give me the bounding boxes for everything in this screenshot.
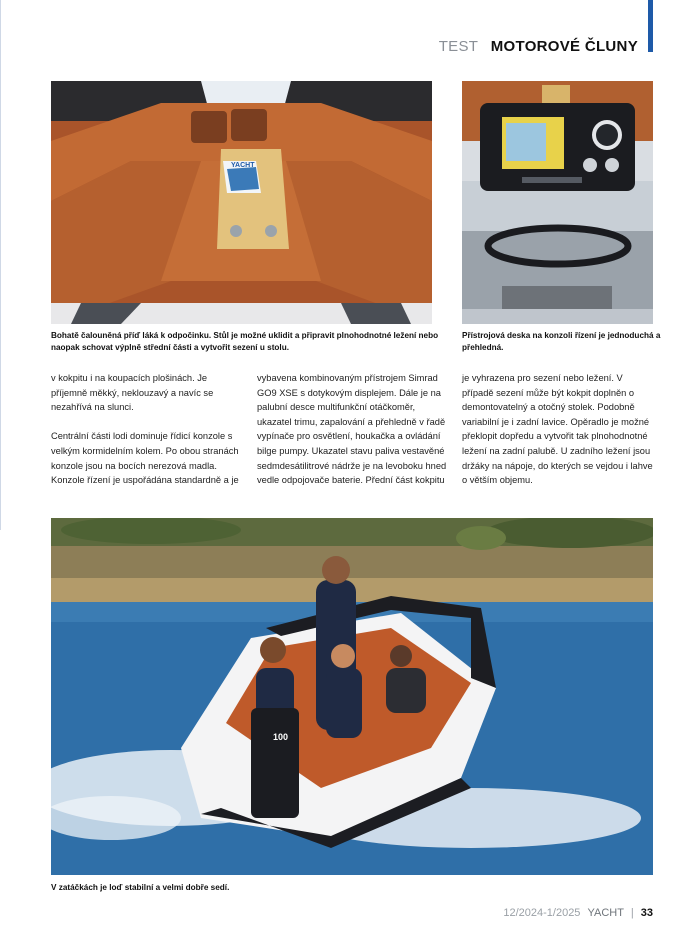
photo-helm-console — [462, 81, 653, 324]
photo-boat-turning — [51, 518, 653, 875]
page-number: 33 — [640, 907, 653, 919]
header-topic: MOTOROVÉ ČLUNY — [490, 38, 638, 55]
paragraph: Centrální části lodi dominuje řídicí konzole s velkým kormidelním kolem. Po obou stranách konzole jsou na bocích nerezová madla. Konzole řízení je uspořádána standardně a je — [51, 431, 239, 486]
caption-bow-lounge: Bohatě čalouněná příď láká k odpočinku. Stůl je možné uklidit a připravit plnohodnotné ležení nebo naopak schovat výplně střední části a vytvořit sezení u stolu. — [51, 331, 439, 352]
caption-helm-console: Přístrojová deska na konzoli řízení je jednoduchá a přehledná. — [462, 331, 661, 352]
header-section: TEST — [438, 38, 479, 55]
caption-boat-turning: V zatáčkách je loď stabilní a velmi dobře sedí. — [51, 883, 230, 892]
text-column-1 — [51, 371, 241, 502]
photo-bow-lounge — [51, 81, 432, 324]
footer-divider: | — [630, 907, 634, 919]
paragraph: vybavena kombinovaným přístrojem Simrad GO9 XSE s dotykovým displejem. Dále je na palubní desce multifunkční otáčkoměr, ukazatel trimu, zapalování a přehledně v řadě vypínače pro osvětlení, houkačka a ovládání bilge pumpy. Ukazatel stavu paliva vestavěné sedmdesátilitrové nádrže je na levoboku hned vedle odpojovače baterie. Přední část kokpitu — [257, 373, 447, 486]
header-separator — [482, 38, 486, 55]
text-column-2 — [257, 371, 449, 502]
footer-issue: 12/2024-1/2025 — [503, 907, 581, 919]
engine-badge: 100 — [273, 732, 289, 742]
paragraph: je vyhrazena pro sezení nebo ležení. V případě sezení může být kokpit doplněn o demontovatelný a otočný stolek. Podobně variabilní je i zadní lavice. Opěradlo je možné překlopit dopředu a vytvořit tak plnohodnotné ležení na zadní palubě. U zadního ležení jsou držáky na nápoje, do kterých se vejdou i lahve o větším objemu. — [462, 373, 653, 486]
footer-magazine: YACHT — [587, 907, 624, 919]
paragraph: v kokpitu i na koupacích plošinách. Je příjemně měkký, neklouzavý a navíc se nezahřívá na slunci. — [51, 373, 214, 413]
text-column-3 — [462, 371, 654, 502]
page-edge-rule — [0, 0, 1, 530]
running-header — [439, 38, 638, 55]
page-footer — [503, 907, 653, 919]
magazine-cover-title: YACHT — [231, 162, 255, 169]
accent-bar — [648, 0, 653, 52]
